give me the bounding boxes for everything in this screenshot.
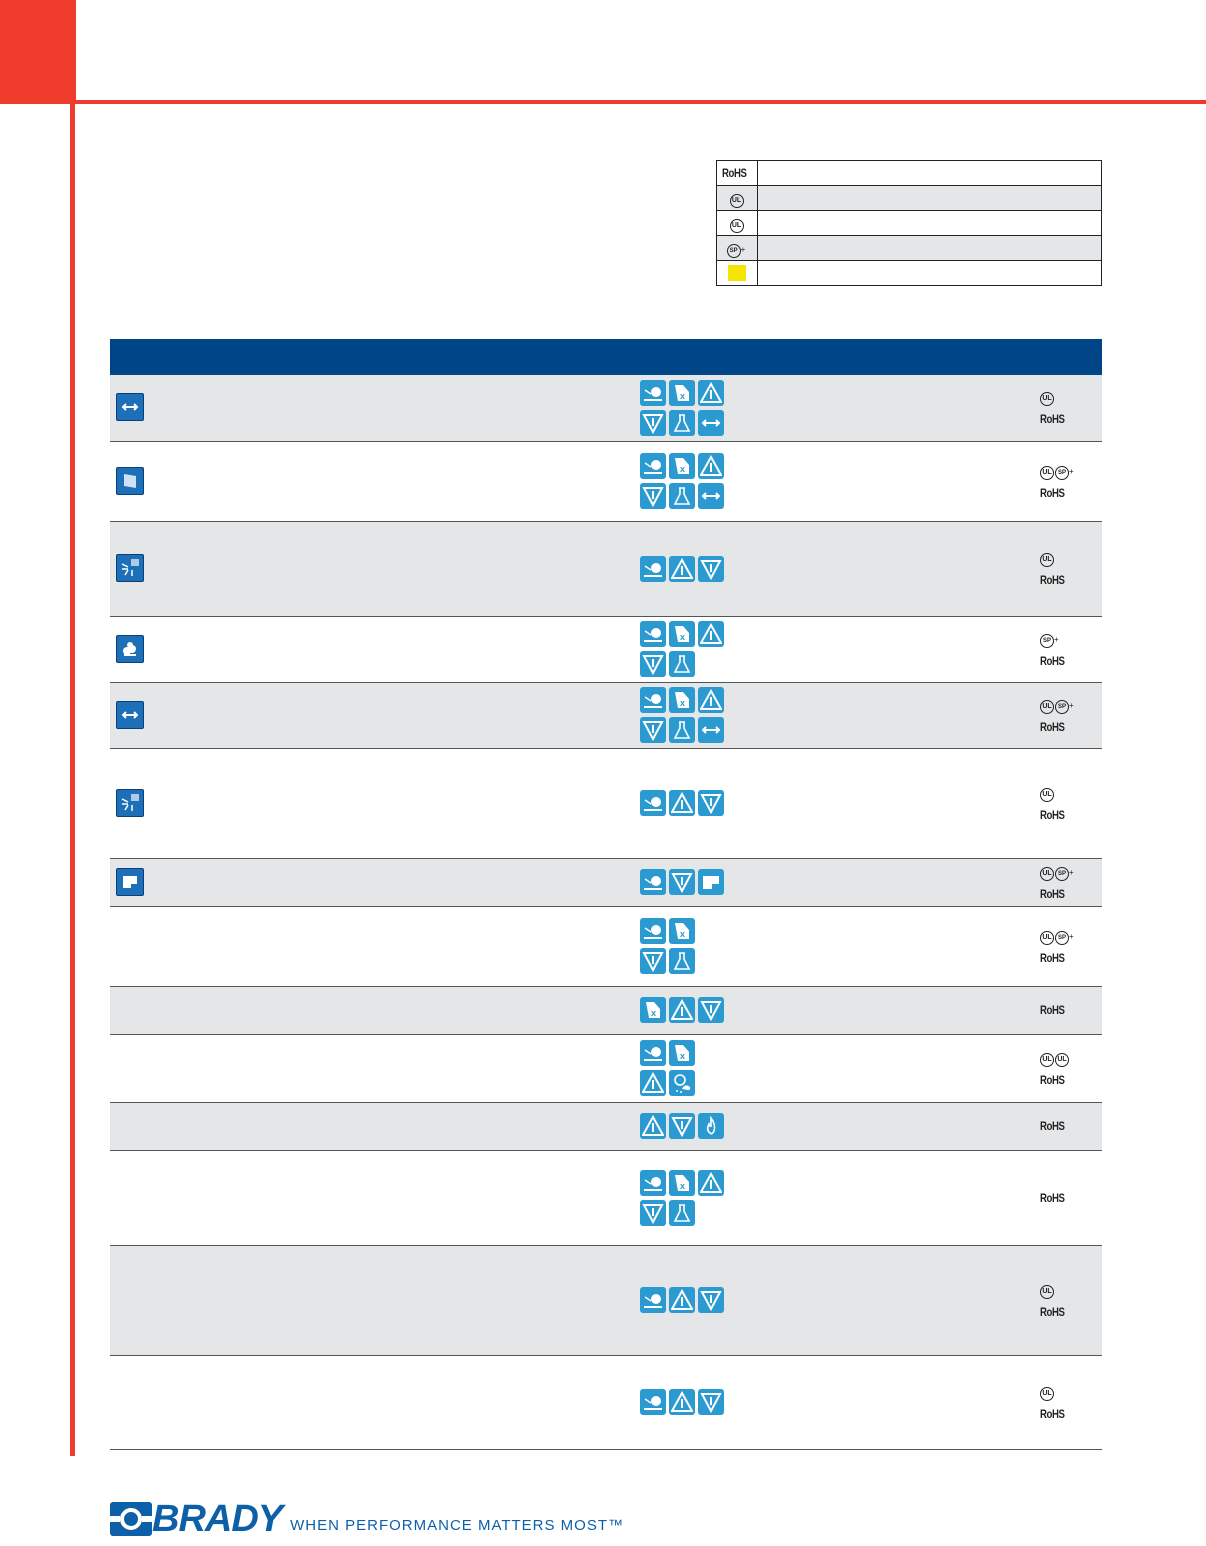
temp-icon bbox=[640, 1200, 666, 1226]
flask-icon bbox=[669, 948, 695, 974]
table-header-row bbox=[110, 339, 1102, 375]
flask-icon bbox=[669, 651, 695, 677]
stretch-icon bbox=[116, 701, 144, 729]
legend-description bbox=[758, 211, 1102, 236]
ul-mark-icon: UL bbox=[1040, 931, 1054, 945]
rohs-mark: RoHS bbox=[1040, 1119, 1065, 1133]
stretch-icon bbox=[698, 483, 724, 509]
table-row bbox=[110, 616, 1102, 682]
esd-warning-icon bbox=[728, 265, 746, 281]
table-row bbox=[110, 1150, 1102, 1245]
abrasion-icon bbox=[640, 453, 666, 479]
legend-row bbox=[717, 261, 1102, 286]
certification-cell bbox=[1040, 1102, 1102, 1150]
material-type-cell bbox=[110, 858, 630, 906]
rohs-mark: RoHS bbox=[1040, 1304, 1065, 1319]
material-type-cell bbox=[110, 1355, 630, 1449]
abrasion-icon bbox=[640, 1389, 666, 1415]
flask-icon bbox=[669, 483, 695, 509]
material-type-cell bbox=[110, 682, 630, 748]
smear-icon bbox=[669, 453, 695, 479]
temp-icon bbox=[698, 1287, 724, 1313]
rohs-mark: RoHS bbox=[1040, 573, 1065, 587]
material-type-cell bbox=[110, 521, 630, 616]
rohs-mark: RoHS bbox=[721, 166, 747, 180]
properties-cell bbox=[630, 748, 1040, 858]
temp-icon bbox=[698, 790, 724, 816]
sheet-icon bbox=[116, 467, 144, 495]
ul-mark-icon: UL bbox=[730, 219, 744, 233]
certification-cell: SP + RoHS bbox=[1040, 616, 1102, 682]
svg-text:x: x bbox=[680, 698, 686, 708]
table-row bbox=[110, 1034, 1102, 1102]
ul-mark-icon: UL bbox=[1055, 1053, 1069, 1067]
abrasion-icon bbox=[640, 918, 666, 944]
abrasion-icon bbox=[640, 1170, 666, 1196]
properties-cell bbox=[630, 858, 1040, 906]
smear-icon bbox=[669, 1040, 695, 1066]
svg-text:x: x bbox=[680, 1180, 686, 1191]
chem-flame-icon bbox=[640, 1070, 666, 1096]
material-type-cell bbox=[110, 616, 630, 682]
csa-mark-icon: SP bbox=[1040, 634, 1054, 648]
table-row bbox=[110, 441, 1102, 521]
flask-icon bbox=[669, 410, 695, 436]
legend-row bbox=[717, 161, 1102, 186]
temp-icon bbox=[698, 997, 724, 1023]
rohs-mark: RoHS bbox=[1040, 412, 1065, 427]
rohs-mark: RoHS bbox=[1040, 719, 1065, 734]
svg-text:x: x bbox=[680, 390, 686, 401]
legend-row bbox=[717, 186, 1102, 211]
tag-icon bbox=[698, 869, 724, 895]
certification-cell: UL SP + RoHS bbox=[1040, 906, 1102, 986]
stretch-icon bbox=[698, 717, 724, 743]
corner-block bbox=[0, 0, 76, 104]
table-row bbox=[110, 375, 1102, 441]
certification-legend bbox=[716, 160, 1102, 286]
table-row bbox=[110, 521, 1102, 616]
flask-icon bbox=[669, 1200, 695, 1226]
abrasion-icon bbox=[640, 869, 666, 895]
material-type-cell bbox=[110, 906, 630, 986]
brand-tagline: WHEN PERFORMANCE MATTERS MOST™ bbox=[290, 1517, 625, 1534]
abrasion-icon bbox=[640, 380, 666, 406]
sun-icon bbox=[116, 554, 144, 582]
certification-cell bbox=[1040, 986, 1102, 1034]
material-type-cell bbox=[110, 1034, 630, 1102]
table-row bbox=[110, 1102, 1102, 1150]
rohs-mark: RoHS bbox=[1040, 807, 1065, 822]
abrasion-icon bbox=[640, 621, 666, 647]
temp-icon bbox=[640, 410, 666, 436]
temp-icon bbox=[669, 1113, 695, 1139]
legend-symbol: SP + bbox=[717, 236, 758, 261]
ul-mark-icon: UL bbox=[1040, 1285, 1054, 1299]
smear-icon bbox=[669, 1170, 695, 1196]
properties-cell bbox=[630, 906, 1040, 986]
temp-icon bbox=[640, 717, 666, 743]
chem-flame-icon bbox=[698, 1170, 724, 1196]
rohs-mark: RoHS bbox=[1040, 1003, 1065, 1017]
material-type-cell bbox=[110, 748, 630, 858]
properties-cell bbox=[630, 1150, 1040, 1245]
csa-mark-icon: SP bbox=[1055, 466, 1069, 480]
certification-cell bbox=[1040, 521, 1102, 616]
table-row bbox=[110, 682, 1102, 748]
legend-symbol bbox=[717, 186, 758, 211]
properties-cell bbox=[630, 682, 1040, 748]
flame-icon bbox=[698, 1113, 724, 1139]
table-row bbox=[110, 858, 1102, 906]
smear-icon bbox=[669, 380, 695, 406]
certification-cell bbox=[1040, 1150, 1102, 1245]
legend-description bbox=[758, 236, 1102, 261]
svg-text:x: x bbox=[680, 464, 686, 474]
table-row bbox=[110, 1245, 1102, 1355]
temp-icon bbox=[669, 869, 695, 895]
flask-icon bbox=[669, 717, 695, 743]
abrasion-icon bbox=[640, 687, 666, 713]
abrasion-icon bbox=[640, 1040, 666, 1066]
brand-name: BRADY bbox=[152, 1498, 283, 1540]
temp-icon bbox=[640, 948, 666, 974]
table-row bbox=[110, 986, 1102, 1034]
materials-table bbox=[110, 339, 1102, 1450]
temp-icon bbox=[640, 483, 666, 509]
properties-cell bbox=[630, 441, 1040, 521]
stretch-icon bbox=[698, 410, 724, 436]
legend-symbol bbox=[717, 261, 758, 286]
rohs-mark: RoHS bbox=[1040, 1406, 1065, 1421]
temp-icon bbox=[640, 651, 666, 677]
material-type-cell bbox=[110, 1245, 630, 1355]
properties-cell bbox=[630, 375, 1040, 441]
top-rule bbox=[76, 100, 1206, 104]
properties-cell bbox=[630, 616, 1040, 682]
chem-flame-icon bbox=[669, 790, 695, 816]
rohs-mark: RoHS bbox=[1040, 485, 1065, 500]
table-row bbox=[110, 1355, 1102, 1449]
csa-mark-icon: SP bbox=[1055, 931, 1069, 945]
csa-mark-icon: SP bbox=[727, 244, 741, 258]
certification-cell bbox=[1040, 375, 1102, 441]
chem-flame-icon bbox=[698, 453, 724, 479]
certification-cell bbox=[1040, 1355, 1102, 1449]
certification-cell bbox=[1040, 1245, 1102, 1355]
svg-text:x: x bbox=[680, 632, 686, 642]
chem-flame-icon bbox=[640, 1113, 666, 1139]
rohs-mark: RoHS bbox=[1040, 1190, 1065, 1205]
certification-cell: UL SP + RoHS bbox=[1040, 441, 1102, 521]
legend-row bbox=[717, 211, 1102, 236]
ul-mark-icon: UL bbox=[1040, 867, 1054, 881]
properties-cell bbox=[630, 521, 1040, 616]
legend-symbol bbox=[717, 211, 758, 236]
ul-mark-icon: UL bbox=[730, 194, 744, 208]
certification-cell bbox=[1040, 1034, 1102, 1102]
certification-cell: UL SP + RoHS bbox=[1040, 858, 1102, 906]
abrasion-icon bbox=[640, 556, 666, 582]
smear-icon bbox=[669, 621, 695, 647]
ul-mark-icon: UL bbox=[1040, 392, 1054, 406]
tag-icon bbox=[116, 868, 144, 896]
legend-symbol bbox=[717, 161, 758, 186]
material-type-cell bbox=[110, 441, 630, 521]
svg-text:x: x bbox=[651, 1008, 657, 1018]
rohs-mark: RoHS bbox=[1040, 886, 1065, 901]
abrasion-icon bbox=[640, 1287, 666, 1313]
chem-flame-icon bbox=[698, 621, 724, 647]
ul-mark-icon: UL bbox=[1040, 700, 1054, 714]
svg-text:x: x bbox=[680, 1051, 686, 1061]
material-type-cell bbox=[110, 375, 630, 441]
certification-cell bbox=[1040, 748, 1102, 858]
cluster-icon bbox=[116, 635, 144, 663]
certification-cell: UL SP + RoHS bbox=[1040, 682, 1102, 748]
rohs-mark: RoHS bbox=[1040, 950, 1065, 965]
rohs-mark: RoHS bbox=[1040, 653, 1065, 668]
material-type-cell bbox=[110, 1150, 630, 1245]
properties-cell bbox=[630, 986, 1040, 1034]
smear-icon bbox=[640, 997, 666, 1023]
ul-mark-icon: UL bbox=[1040, 1053, 1054, 1067]
side-rule bbox=[70, 104, 75, 1456]
legend-description bbox=[758, 161, 1102, 186]
rohs-mark: RoHS bbox=[1040, 1072, 1065, 1087]
csa-mark-icon: SP bbox=[1055, 700, 1069, 714]
properties-cell bbox=[630, 1355, 1040, 1449]
stretch-icon bbox=[116, 393, 144, 421]
chem-flame-icon bbox=[698, 687, 724, 713]
table-row bbox=[110, 906, 1102, 986]
chem-flame-icon bbox=[669, 997, 695, 1023]
temp-icon bbox=[698, 556, 724, 582]
properties-cell bbox=[630, 1102, 1040, 1150]
legend-description bbox=[758, 186, 1102, 211]
weather-icon bbox=[669, 1070, 695, 1096]
table-row bbox=[110, 748, 1102, 858]
properties-cell bbox=[630, 1034, 1040, 1102]
smear-icon bbox=[669, 687, 695, 713]
material-type-cell bbox=[110, 1102, 630, 1150]
material-type-cell bbox=[110, 986, 630, 1034]
abrasion-icon bbox=[640, 790, 666, 816]
svg-text:x: x bbox=[680, 929, 686, 939]
chem-flame-icon bbox=[669, 556, 695, 582]
chem-flame-icon bbox=[669, 1389, 695, 1415]
ul-mark-icon: UL bbox=[1040, 466, 1054, 480]
legend-description bbox=[758, 261, 1102, 286]
ul-mark-icon: UL bbox=[1040, 788, 1054, 802]
temp-icon bbox=[698, 1389, 724, 1415]
csa-mark-icon: SP bbox=[1055, 867, 1069, 881]
brady-logo-icon bbox=[110, 1502, 152, 1536]
ul-mark-icon: UL bbox=[1040, 553, 1054, 567]
chem-flame-icon bbox=[698, 380, 724, 406]
smear-icon bbox=[669, 918, 695, 944]
sun-icon bbox=[116, 789, 144, 817]
footer bbox=[110, 1498, 625, 1540]
ul-mark-icon: UL bbox=[1040, 1387, 1054, 1401]
properties-cell bbox=[630, 1245, 1040, 1355]
legend-row bbox=[717, 236, 1102, 261]
chem-flame-icon bbox=[669, 1287, 695, 1313]
